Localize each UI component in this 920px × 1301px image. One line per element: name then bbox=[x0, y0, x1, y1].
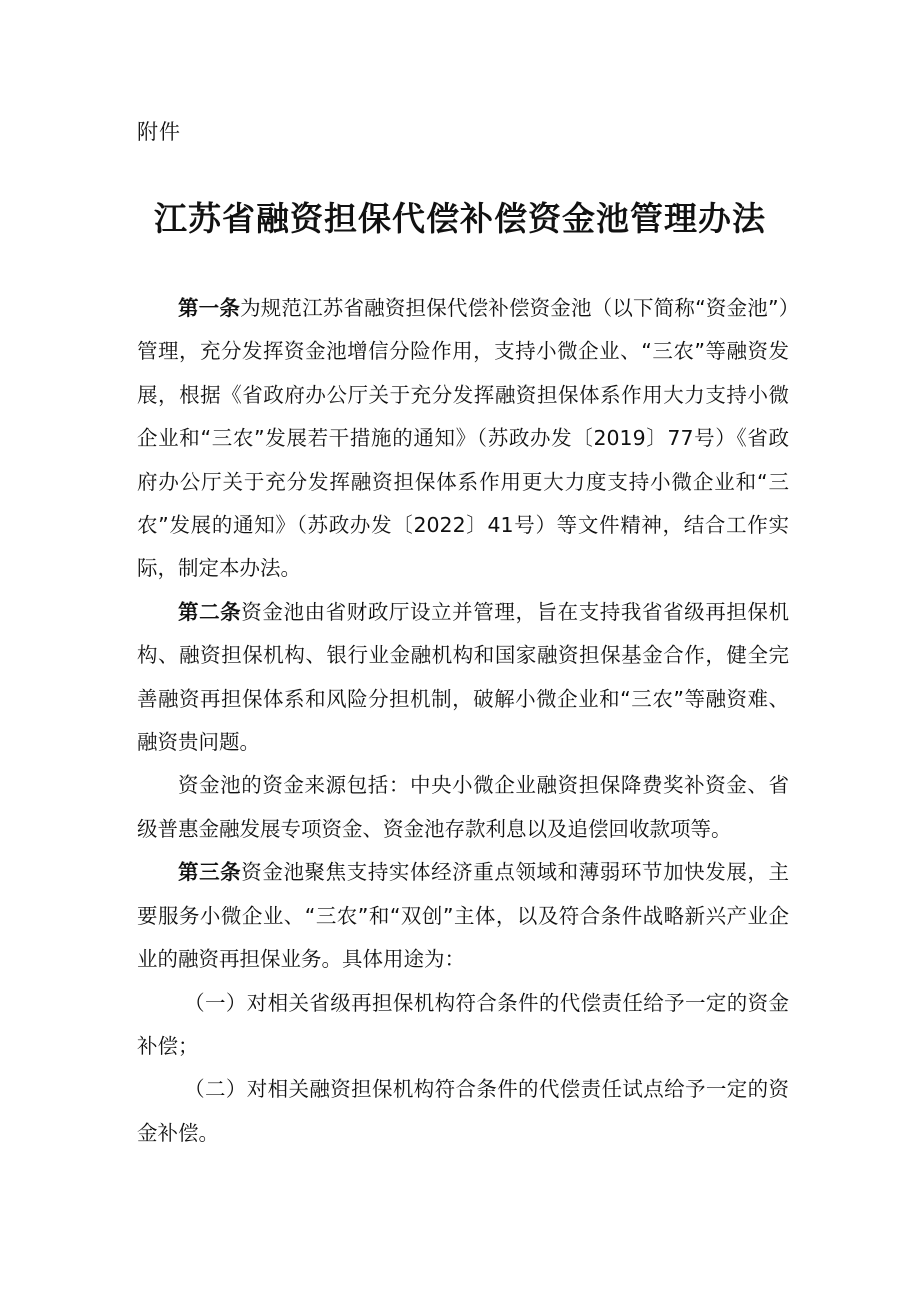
article-3-text: 资金池聚焦支持实体经济重点领域和薄弱环节加快发展，主要服务小微企业、“三农”和“双创”主体，以及符合条件战略新兴产业企业的融资再担保业务。具体用途为： bbox=[137, 860, 790, 972]
document-body bbox=[137, 287, 789, 1155]
use-item-1 bbox=[137, 982, 789, 1069]
article-3-paragraph bbox=[137, 851, 789, 981]
article-2-heading: 第二条 bbox=[178, 599, 242, 624]
use-item-1-text: （一）对相关省级再担保机构符合条件的代偿责任给予一定的资金补偿； bbox=[137, 990, 789, 1058]
use-item-2-text: （二）对相关融资担保机构符合条件的代偿责任试点给予一定的资金补偿。 bbox=[137, 1077, 789, 1145]
article-2-paragraph bbox=[137, 591, 789, 765]
article-2-text: 资金池由省财政厅设立并管理，旨在支持我省省级再担保机构、融资担保机构、银行业金融机构和国家融资担保基金合作，健全完善融资再担保体系和风险分担机制，破解小微企业和“三农”等融资难、融资贵问题。 bbox=[137, 599, 790, 755]
article-1-text: 为规范江苏省融资担保代偿补偿资金池（以下简称“资金池”）管理，充分发挥资金池增信分险作用，支持小微企业、“三农”等融资发展，根据《省政府办公厅关于充分发挥融资担保体系作用大力支持小微企业和“三农”发展若干措施的通知》（苏政办发〔2019〕77号）《省政府办公厅关于充分发挥融资担保体系作用更大力度支持小微企业和“三农”发展的通知》（苏政办发〔2022〕41号）等文件精神，结合工作实际，制定本办法。 bbox=[137, 296, 790, 581]
attachment-label: 附件 bbox=[137, 120, 181, 144]
fund-source-paragraph bbox=[137, 764, 789, 851]
fund-source-text: 资金池的资金来源包括：中央小微企业融资担保降费奖补资金、省级普惠金融发展专项资金、资金池存款利息以及追偿回收款项等。 bbox=[137, 773, 789, 841]
use-item-2 bbox=[137, 1068, 789, 1155]
article-1-heading: 第一条 bbox=[178, 296, 241, 320]
document-title: 江苏省融资担保代偿补偿资金池管理办法 bbox=[154, 199, 766, 238]
article-1-paragraph bbox=[137, 287, 789, 591]
article-3-heading: 第三条 bbox=[178, 860, 242, 885]
